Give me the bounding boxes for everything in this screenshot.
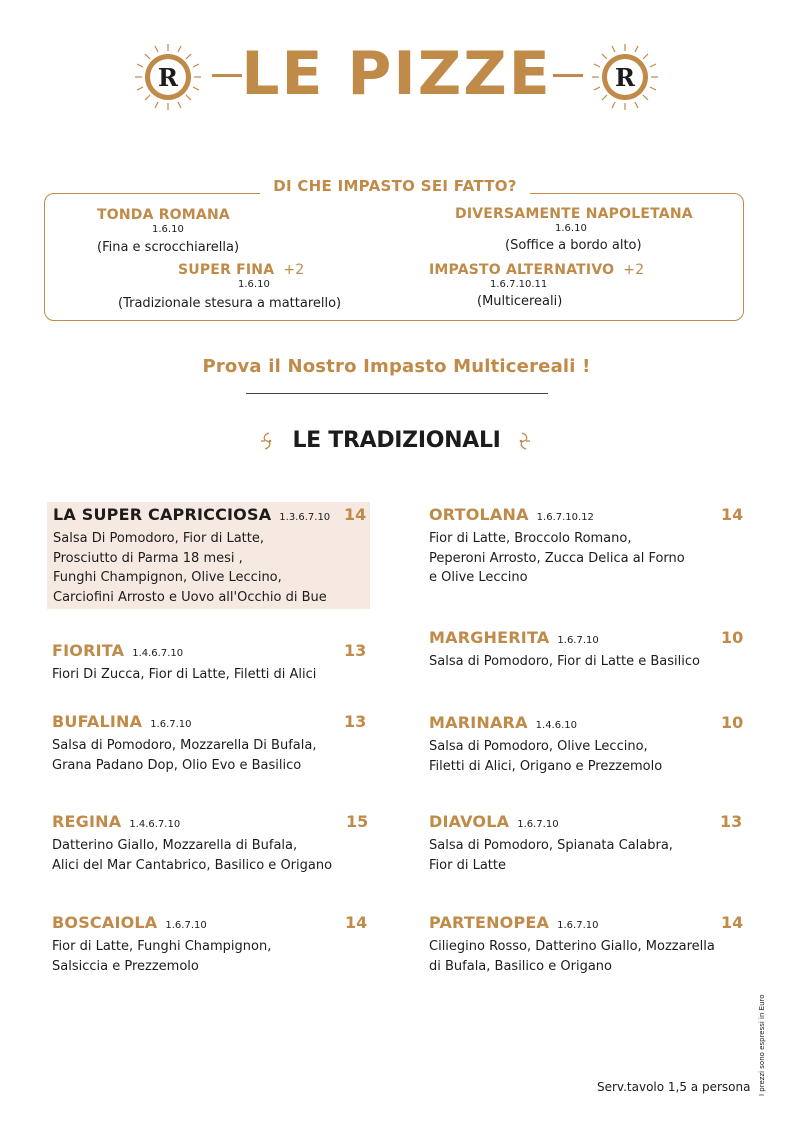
pizza-name: ORTOLANA 1.6.7.10.12	[429, 505, 594, 524]
pizza-ingredients: Fior di Latte, Funghi Champignon, Salsiccia e Prezzemolo	[52, 939, 272, 974]
pizza-price: 10	[721, 713, 744, 732]
pizza-name: PARTENOPEA 1.6.7.10	[429, 913, 599, 932]
dough-extra-price: +2	[283, 262, 305, 278]
pizza-name: LA SUPER CAPRICCIOSA 1.3.6.7.10	[53, 505, 331, 524]
page-title: LE PIZZE	[241, 39, 552, 109]
dough-desc: (Tradizionale stesura a mattarello)	[118, 296, 342, 311]
pizza-ingredients: Salsa Di Pomodoro, Fior di Latte, Prosciutto di Parma 18 mesi , Funghi Champignon, Olive Leccino, Carciofini Arrosto e Uovo all'Occhio di Bue	[53, 531, 327, 605]
dough-desc: (Multicereali)	[477, 294, 563, 309]
pizza-ingredients: Fiori Di Zucca, Fior di Latte, Filetti di Alici	[52, 667, 317, 682]
ornament-right-icon	[516, 432, 532, 450]
dough-codes: 1.6.10	[152, 224, 184, 235]
pizza-name: REGINA 1.4.6.7.10	[52, 812, 181, 831]
promo-divider	[246, 393, 548, 394]
dough-codes: 1.6.10	[555, 223, 587, 234]
pizza-name: BUFALINA 1.6.7.10	[52, 712, 192, 731]
service-charge-note: Serv.tavolo 1,5 a persona	[597, 1080, 751, 1094]
promo-text: Prova il Nostro Impasto Multicereali !	[202, 356, 591, 377]
dough-desc: (Soffice a bordo alto)	[505, 238, 642, 253]
svg-text:R: R	[158, 63, 178, 92]
dough-heading: DI CHE IMPASTO SEI FATTO?	[260, 176, 530, 196]
pizza-ingredients: Salsa di Pomodoro, Olive Leccino, Filetti di Alici, Origano e Prezzemolo	[429, 739, 663, 774]
logo-badge-right	[590, 42, 660, 112]
dough-name-impasto-alternativo	[429, 262, 644, 278]
pizza-price: 15	[346, 812, 369, 831]
allergen-codes: 1.6.7.10	[165, 920, 207, 931]
pizza-price: 14	[344, 505, 367, 524]
allergen-codes: 1.4.6.7.10	[132, 648, 184, 659]
dough-name-tonda-romana: TONDA ROMANA	[97, 207, 230, 223]
allergen-codes: 1.6.7.10	[517, 819, 559, 830]
pizza-name: MARINARA 1.4.6.10	[429, 713, 578, 732]
allergen-codes: 1.4.6.7.10	[129, 819, 181, 830]
dough-extra-price: +2	[623, 262, 645, 278]
dough-name-diversamente-napoletana: DIVERSAMENTE NAPOLETANA	[455, 206, 693, 222]
dough-desc: (Fina e scrocchiarella)	[97, 240, 240, 255]
pizza-price: 10	[721, 628, 744, 647]
pizza-ingredients: Salsa di Pomodoro, Fior di Latte e Basilico	[429, 654, 700, 669]
dough-codes: 1.6.7.10.11	[490, 279, 548, 290]
pizza-name: DIAVOLA 1.6.7.10	[429, 812, 559, 831]
pizza-price: 13	[720, 812, 743, 831]
dough-name-label: IMPASTO ALTERNATIVO	[429, 262, 615, 278]
pizza-price: 14	[721, 913, 744, 932]
pizza-ingredients: Datterino Giallo, Mozzarella di Bufala, Alici del Mar Cantabrico, Basilico e Origano	[52, 838, 333, 873]
pizza-price: 13	[344, 641, 367, 660]
allergen-codes: 1.6.7.10	[557, 920, 599, 931]
pizza-name: BOSCAIOLA 1.6.7.10	[52, 913, 207, 932]
dough-name-super-fina	[178, 262, 304, 278]
allergen-codes: 1.6.7.10.12	[536, 512, 594, 523]
dough-name-label: SUPER FINA	[178, 262, 275, 278]
allergen-codes: 1.6.7.10	[150, 719, 192, 730]
pizza-price: 13	[344, 712, 367, 731]
pizza-ingredients: Fior di Latte, Broccolo Romano, Peperoni Arrosto, Zucca Delica al Forno e Olive Leccino	[429, 531, 685, 585]
pizza-ingredients: Ciliegino Rosso, Datterino Giallo, Mozzarella di Bufala, Basilico e Origano	[429, 939, 715, 974]
prices-currency-note: I prezzi sono espressi in Euro	[758, 994, 766, 1096]
pizza-name: FIORITA 1.4.6.7.10	[52, 641, 184, 660]
allergen-codes: 1.4.6.10	[535, 720, 578, 731]
pizza-name: MARGHERITA 1.6.7.10	[429, 628, 599, 647]
svg-text:R: R	[615, 63, 635, 92]
allergen-codes: 1.6.7.10	[557, 635, 599, 646]
section-title: LE TRADIZIONALI	[292, 428, 501, 453]
title-dash-right	[553, 74, 583, 77]
allergen-codes: 1.3.6.7.10	[279, 512, 331, 523]
dough-codes: 1.6.10	[238, 279, 270, 290]
pizza-ingredients: Salsa di Pomodoro, Spianata Calabra, Fior di Latte	[429, 838, 673, 873]
pizza-price: 14	[345, 913, 368, 932]
pizza-price: 14	[721, 505, 744, 524]
pizza-ingredients: Salsa di Pomodoro, Mozzarella Di Bufala, Grana Padano Dop, Olio Evo e Basilico	[52, 738, 317, 773]
